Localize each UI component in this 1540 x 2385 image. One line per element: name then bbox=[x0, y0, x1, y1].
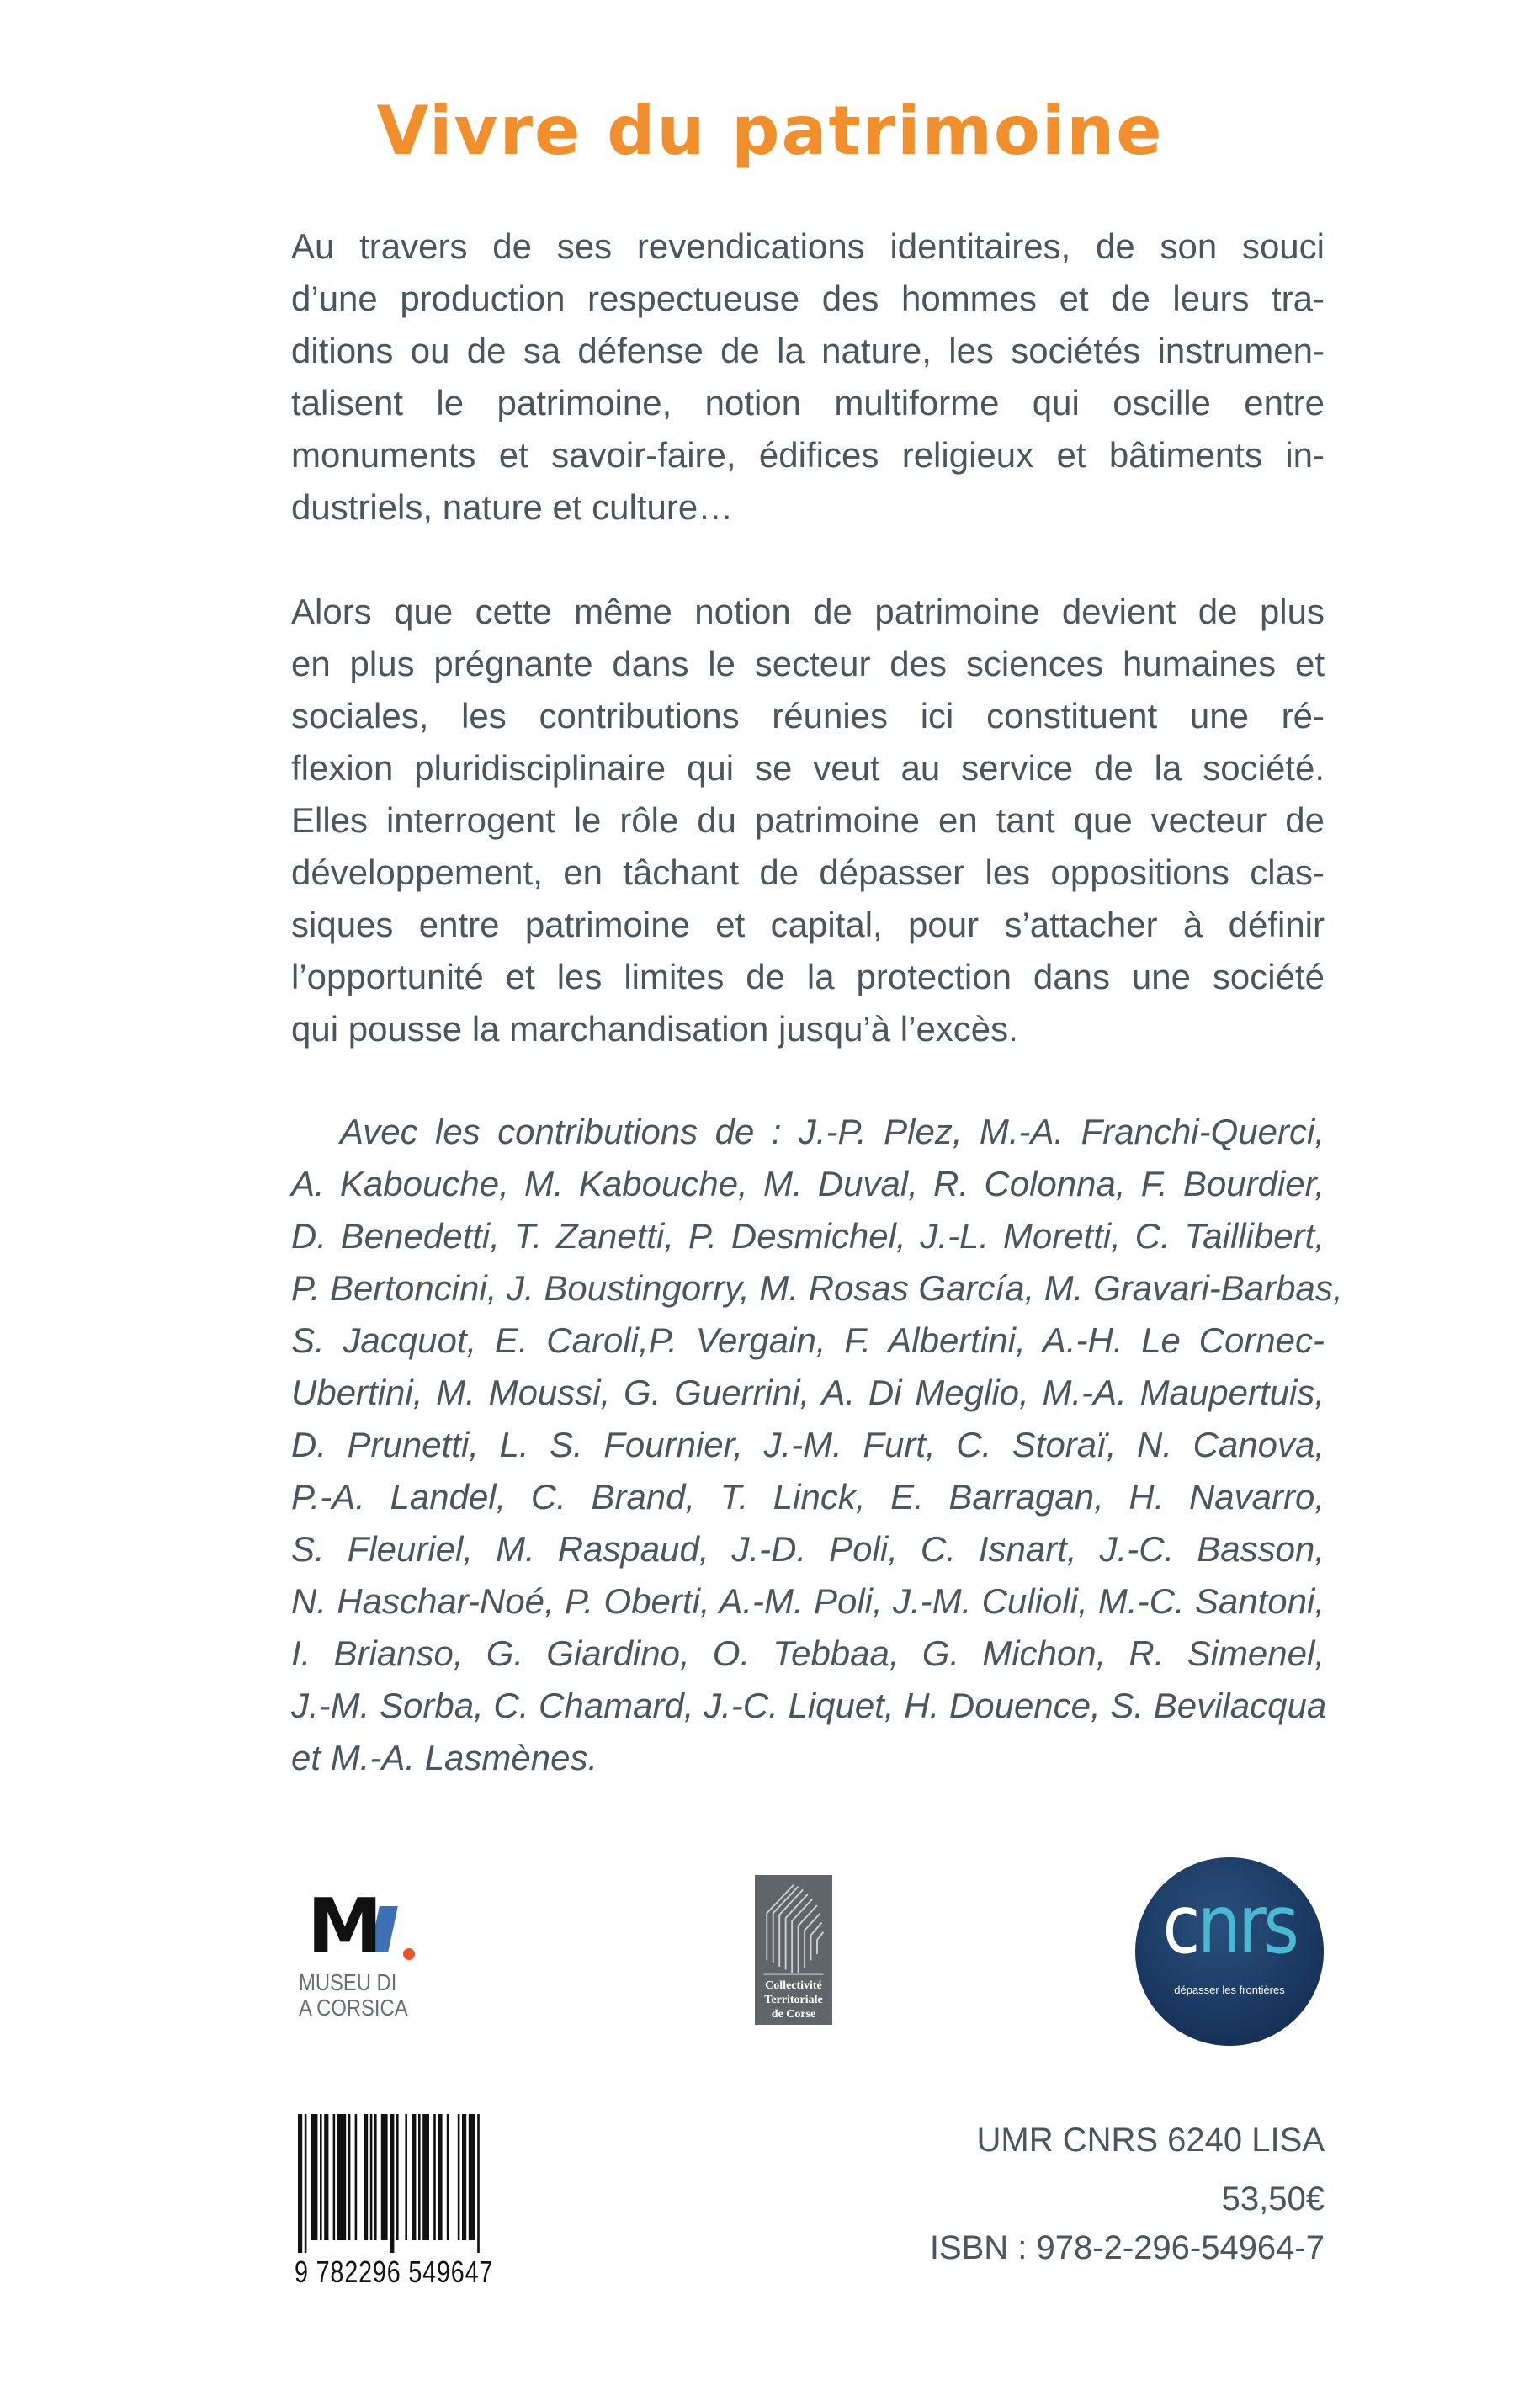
text-line: D. Prunetti, L. S. Fournier, J.-M. Furt, C. Storaï, N. Canova, bbox=[291, 1425, 1325, 1464]
barcode-digits: 9 782296 549647 bbox=[295, 2255, 494, 2289]
barcode-bar bbox=[422, 2114, 429, 2240]
text-line: talisent le patrimoine, notion multiforme qui oscille entre bbox=[291, 383, 1325, 422]
text-line: d’une production respectueuse des hommes et de leurs tra- bbox=[291, 279, 1325, 318]
text-line: qui pousse la marchandisation jusqu’à l’excès. bbox=[291, 1009, 1018, 1049]
barcode-bar bbox=[412, 2114, 416, 2240]
barcode-bar bbox=[337, 2114, 346, 2240]
text-line: sociales, les contributions réunies ici constituent une ré- bbox=[291, 696, 1325, 736]
barcode-bar bbox=[390, 2114, 394, 2253]
barcode-bar bbox=[298, 2114, 302, 2253]
barcode-bar bbox=[462, 2114, 466, 2240]
text-line: N. Haschar-Noé, P. Oberti, A.-M. Poli, J.-M. Culioli, M.-C. Santoni, bbox=[291, 1581, 1325, 1621]
barcode-bar bbox=[348, 2114, 351, 2240]
text-line: l’opportunité et les limites de la protection dans une société bbox=[291, 957, 1325, 996]
barcode-bar bbox=[458, 2114, 460, 2240]
text-line: I. Brianso, G. Giardino, O. Tebbaa, G. Michon, R. Simenel, bbox=[291, 1633, 1325, 1673]
isbn-barcode bbox=[295, 2114, 539, 2291]
text-line: flexion pluridisciplinaire qui se veut au service de la société. bbox=[291, 748, 1325, 788]
text-line: Au travers de ses revendications identitaires, de son souci bbox=[291, 226, 1325, 266]
text-line: monuments et savoir-faire, édifices religieux et bâtiments in- bbox=[291, 435, 1325, 475]
barcode-bar bbox=[333, 2114, 336, 2240]
museu-di-a-corsica-logo bbox=[299, 1883, 417, 2024]
book-title: Vivre du patrimoine bbox=[376, 92, 1164, 170]
ctc-lines-icon bbox=[760, 1882, 827, 1976]
logo-line: MUSEU DI bbox=[299, 1969, 397, 1995]
barcode-bar bbox=[370, 2114, 373, 2240]
barcode-bar bbox=[433, 2114, 436, 2240]
text-line: S. Fleuriel, M. Raspaud, J.-D. Poli, C. Isnart, J.-C. Basson, bbox=[291, 1529, 1325, 1569]
barcode-bar bbox=[469, 2114, 475, 2240]
text-line: Alors que cette même notion de patrimoine devient de plus bbox=[291, 592, 1325, 631]
blurb-paragraph-1 bbox=[291, 220, 1325, 534]
barcode-bar bbox=[355, 2114, 358, 2240]
cnrs-logo bbox=[1135, 1857, 1324, 2046]
text-line: et M.-A. Lasmènes. bbox=[291, 1738, 598, 1777]
logo-line: de Corse bbox=[771, 2008, 816, 2021]
text-line: dustriels, nature et culture… bbox=[291, 487, 734, 527]
text-line: Elles interrogent le rôle du patrimoine en tant que vecteur de bbox=[291, 800, 1325, 840]
text-line: P.-A. Landel, C. Brand, T. Linck, E. Barragan, H. Navarro, bbox=[291, 1477, 1325, 1517]
barcode-bar bbox=[447, 2114, 449, 2240]
text-line: J.-M. Sorba, C. Chamard, J.-C. Liquet, H. Douence, S. Bevilacqua bbox=[291, 1686, 1327, 1725]
barcode-bar bbox=[405, 2114, 407, 2240]
barcode-bar bbox=[396, 2114, 399, 2240]
text-line: ditions ou de sa défense de la nature, les sociétés instrumen- bbox=[291, 331, 1325, 370]
logo-letter: n bbox=[1197, 1878, 1239, 1972]
text-line: Avec les contributions de : J.-P. Plez, M.-A. Franchi-Querci, bbox=[340, 1112, 1325, 1151]
text-line: en plus prégnante dans le secteur des sciences humaines et bbox=[291, 644, 1325, 683]
barcode-bar bbox=[381, 2114, 388, 2240]
barcode-bar bbox=[477, 2114, 480, 2253]
barcode-bar bbox=[374, 2114, 377, 2240]
text-line: Ubertini, M. Moussi, G. Guerrini, A. Di Meglio, M.-A. Maupertuis, bbox=[291, 1373, 1325, 1412]
cnrs-tagline: dépasser les frontières bbox=[1174, 1984, 1285, 1996]
logo-line: Collectivité bbox=[765, 1979, 822, 1992]
logo-letter: M bbox=[307, 1883, 383, 1971]
collectivite-territoriale-de-corse-logo bbox=[755, 1875, 832, 2025]
barcode-bars bbox=[295, 2114, 539, 2253]
barcode-bar bbox=[305, 2114, 307, 2253]
isbn: ISBN : 978-2-296-54964-7 bbox=[929, 2229, 1325, 2266]
cnrs-wordmark bbox=[1150, 1878, 1309, 1972]
barcode-bar bbox=[418, 2114, 421, 2240]
barcode-bar bbox=[320, 2114, 322, 2240]
logo-line: Territoriale bbox=[764, 1994, 823, 2006]
barcode-bar bbox=[324, 2114, 328, 2240]
logo-letter: rs bbox=[1238, 1878, 1297, 1972]
text-line: D. Benedetti, T. Zanetti, P. Desmichel, J.-L. Moretti, C. Taillibert, bbox=[291, 1216, 1325, 1256]
logo-text bbox=[755, 1979, 832, 2021]
barcode-bar bbox=[364, 2114, 368, 2240]
text-line: développement, en tâchant de dépasser les oppositions clas- bbox=[291, 853, 1325, 892]
text-line: P. Bertoncini, J. Boustingorry, M. Rosas García, M. Gravari-Barbas, bbox=[291, 1268, 1343, 1308]
research-unit: UMR CNRS 6240 LISA bbox=[976, 2122, 1325, 2159]
text-line: A. Kabouche, M. Kabouche, M. Duval, R. Colonna, F. Bourdier, bbox=[291, 1164, 1325, 1203]
contributors-paragraph bbox=[291, 1106, 1343, 1784]
text-line: siques entre patrimoine et capital, pour s’attacher à définir bbox=[291, 905, 1325, 944]
logo-dot bbox=[403, 1948, 415, 1960]
logo-line: A CORSICA bbox=[299, 1995, 408, 2021]
blurb-paragraph-2 bbox=[291, 586, 1325, 1055]
barcode-bar bbox=[311, 2114, 318, 2240]
logo-text bbox=[299, 1970, 408, 2021]
price: 53,50€ bbox=[1221, 2180, 1325, 2218]
logo-letter: c bbox=[1162, 1878, 1197, 1972]
barcode-bar bbox=[438, 2114, 442, 2240]
text-line: S. Jacquot, E. Caroli,P. Vergain, F. Albertini, A.-H. Le Cornec- bbox=[291, 1320, 1325, 1360]
